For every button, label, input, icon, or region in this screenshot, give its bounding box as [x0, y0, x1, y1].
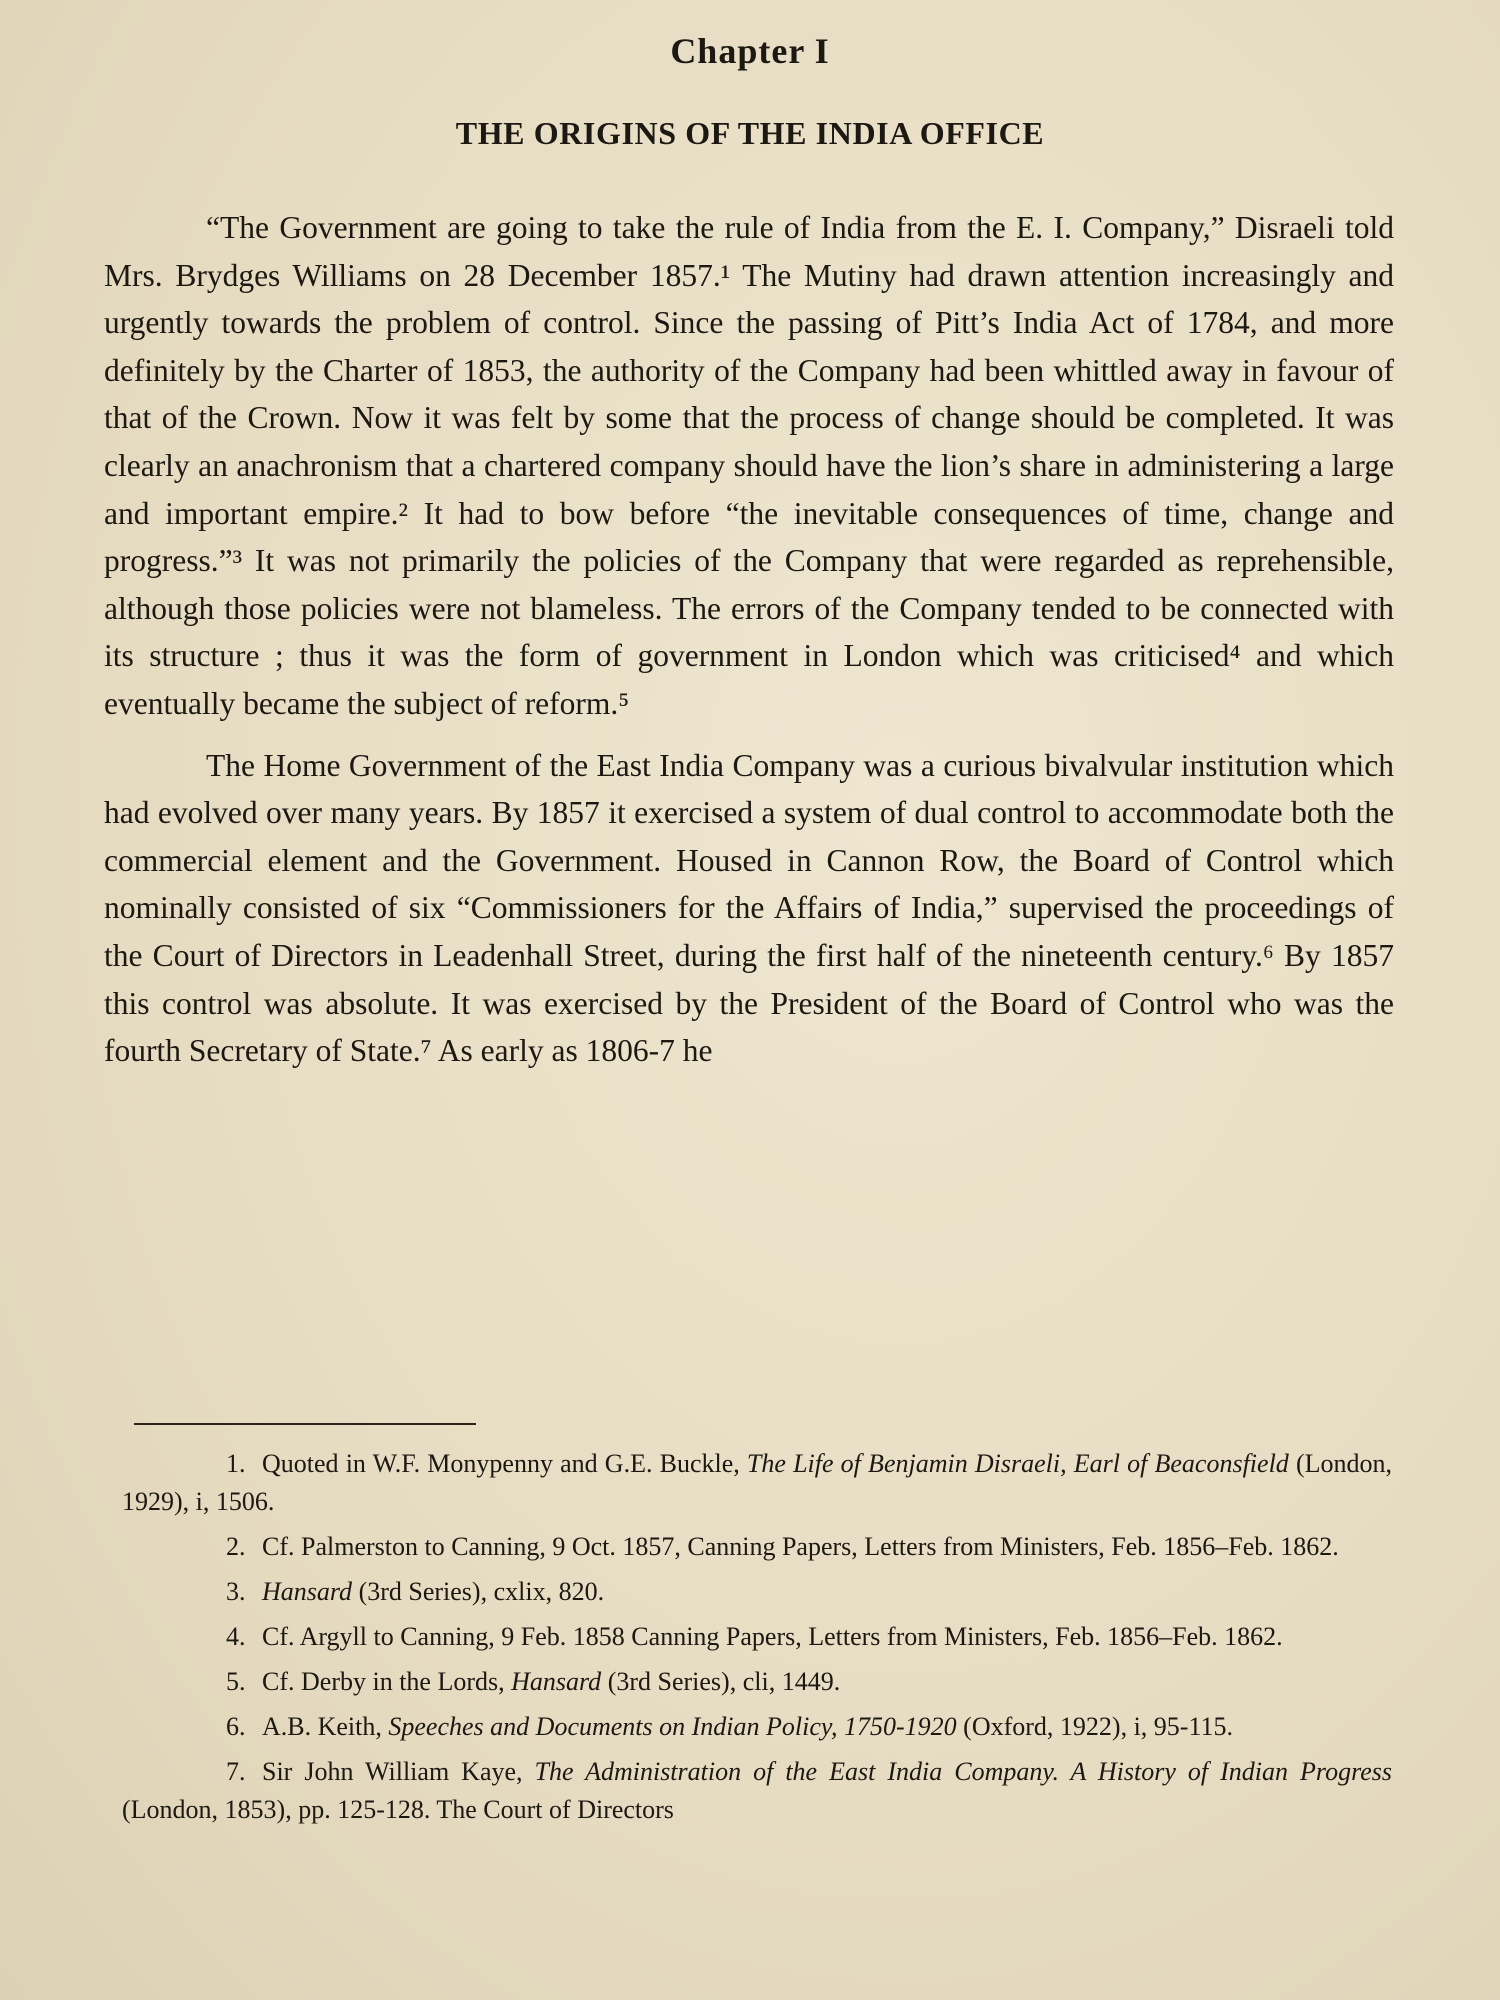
footnote-3	[122, 1573, 1392, 1611]
footnote-text-after: (London, 1853), pp. 125-128. The Court of Directors	[122, 1795, 674, 1824]
footnote-6	[122, 1708, 1392, 1746]
chapter-title: THE ORIGINS OF THE INDIA OFFICE	[455, 115, 1045, 151]
footnote-number: 1.	[226, 1449, 246, 1478]
footnote-number: 4.	[226, 1622, 246, 1651]
footnote-number: 2.	[226, 1532, 246, 1561]
footnote-title: The Life of Benjamin Disraeli, Earl of Beaconsfield	[746, 1449, 1289, 1478]
footnote-text: Quoted in W.F. Monypenny and G.E. Buckle,	[262, 1449, 747, 1478]
footnote-text: Cf. Argyll to Canning, 9 Feb. 1858 Canning Papers, Letters from Ministers, Feb. 1856–Feb. 1862.	[262, 1622, 1283, 1651]
footnote-number: 6.	[226, 1712, 246, 1741]
footnote-2	[122, 1528, 1392, 1566]
footnote-text: Cf. Palmerston to Canning, 9 Oct. 1857, Canning Papers, Letters from Ministers, Feb. 1856–Feb. 1862.	[262, 1532, 1339, 1561]
footnote-4	[122, 1618, 1392, 1656]
paragraph-2: The Home Government of the East India Company was a curious bivalvular institution which had evolved over many years. By 1857 it exercised a system of dual control to accommodate both the commercial element and the Government. Housed in Cannon Row, the Board of Control which nominally consisted of six “Commissioners for the Affairs of India,” supervised the proceedings of the Court of Directors in Leadenhall Street, during the first half of the nineteenth century.⁶ By 1857 this control was absolute. It was exercised by the President of the Board of Control who was the fourth Secretary of State.⁷ As early as 1806-7 he	[104, 747, 1394, 1069]
paragraph-1: “The Government are going to take the rule of India from the E. I. Company,” Disraeli told Mrs. Brydges Williams on 28 December 1857.¹ The Mutiny had drawn attention increasingly and urgently towards the problem of control. Since the passing of Pitt’s India Act of 1784, and more definitely by the Charter of 1853, the authority of the Company had been whittled away in favour of that of the Crown. Now it was felt by some that the process of change should be completed. It was clearly an anachronism that a chartered company should have the lion’s share in administering a large and important empire.² It had to bow before “the inevitable consequences of time, change and progress.”³ It was not primarily the policies of the Company that were regarded as reprehensible, although those policies were not blameless. The errors of the Company tended to be connected with its structure ; thus it was the form of government in London which was criticised⁴ and which eventually became the subject of reform.⁵	[104, 210, 1394, 721]
footnote-text-after: (3rd Series), cxlix, 820.	[352, 1577, 605, 1606]
footnote-7	[122, 1753, 1392, 1829]
footnote-text: Sir John William Kaye,	[262, 1757, 535, 1786]
footnote-title: Hansard	[511, 1667, 602, 1696]
footnote-text-after: (London, 1929), i, 1506.	[122, 1449, 1392, 1516]
footnote-number: 7.	[226, 1757, 246, 1786]
footnote-text: Cf. Derby in the Lords,	[262, 1667, 512, 1696]
footnote-text-after: (3rd Series), cli, 1449.	[601, 1667, 841, 1696]
footnote-5	[122, 1663, 1392, 1701]
footnote-number: 3.	[226, 1577, 246, 1606]
footnote-text: A.B. Keith,	[262, 1712, 389, 1741]
footnotes	[122, 1445, 1392, 1836]
footnote-title: Speeches and Documents on Indian Policy, 1750-1920	[388, 1712, 957, 1741]
body-text	[104, 204, 1394, 1075]
footnote-divider	[134, 1423, 476, 1425]
footnote-title: Hansard	[262, 1577, 353, 1606]
chapter-heading: Chapter I	[670, 31, 830, 71]
footnote-number: 5.	[226, 1667, 246, 1696]
footnote-text-after: (Oxford, 1922), i, 95-115.	[956, 1712, 1233, 1741]
footnote-1	[122, 1445, 1392, 1521]
footnote-title: The Administration of the East India Company. A History of Indian Progress	[534, 1757, 1392, 1786]
